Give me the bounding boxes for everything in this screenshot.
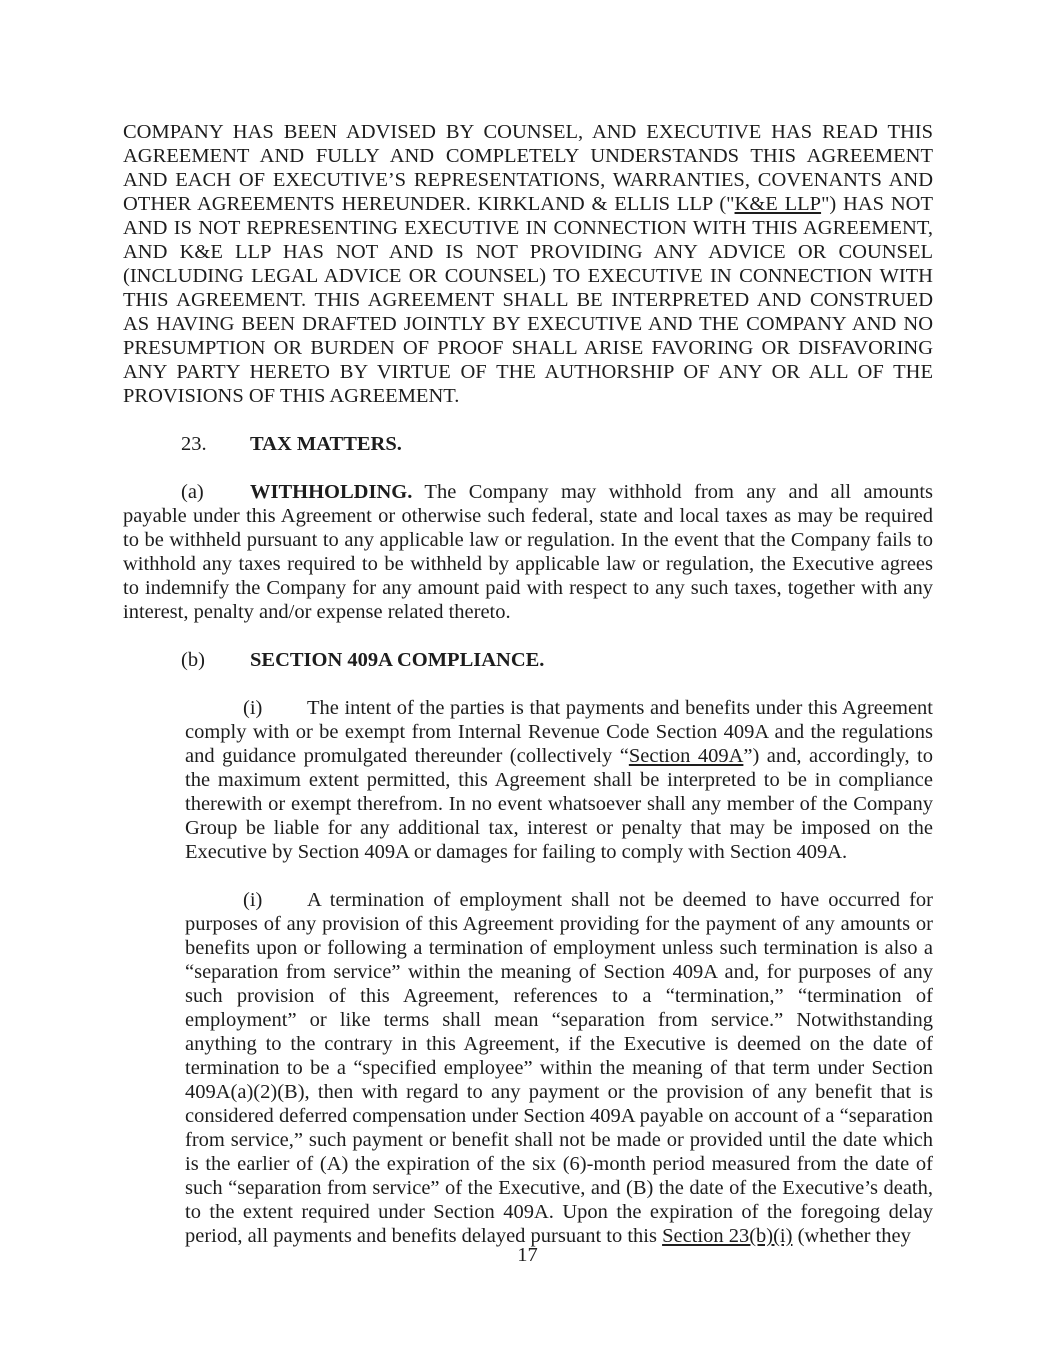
paragraph-label: (b)	[181, 649, 205, 671]
text-run: TAX MATTERS.	[250, 433, 402, 455]
text-run: (whether they	[792, 1225, 911, 1247]
heading-section-23-tax-matters	[123, 432, 933, 456]
paragraph-label: (i)	[243, 889, 263, 911]
text-run: ”) and, accordingly, to the maximum extent permitted, this Agreement shall be interpreted to be in compliance therewith or exempt therefrom. In no event whatsoever shall any member of the Company Group be liable for any additional tax, interest or penalty that may be imposed on the Executive by Section 409A or damages for failing to comply with Section 409A.	[185, 745, 934, 863]
text-run: The intent of the parties is that payments and benefits under this Agreement comply with or be exempt from Internal Revenue Code Section 409A and the regulations and guidance promulgated thereunder (collectively “	[185, 697, 933, 767]
paragraph-23b-i-intent	[185, 696, 933, 864]
document-body	[123, 120, 933, 1272]
text-run: A termination of employment shall not be deemed to have occurred for purposes of any provision of this Agreement providing for the payment of any amounts or benefits upon or following a termination of employment unless such termination is also a “separation from service” within the meaning of Section 409A and, for purposes of any such provision of this Agreement, references to a “termination,” “termination of employment” or like terms shall mean “separation from service.” Notwithstanding anything to the contrary in this Agreement, if the Executive is deemed on the date of termination to be a “specified employee” within the meaning of that term under Section 409A(a)(2)(B), then with regard to any payment or the provision of any benefit that is considered deferred compensation under Section 409A payable on account of a “separation from service,” such payment or benefit shall not be made or provided until the date which is the earlier of (A) the expiration of the six (6)-month period measured from the date of such “separation from service” of the Executive, and (B) the date of the Executive’s death, to the extent required under Section 409A. Upon the expiration of the foregoing delay period, all payments and benefits delayed pursuant to this	[185, 889, 933, 1247]
text-run: WITHHOLDING.	[250, 481, 413, 503]
text-run: The Company may withhold from any and all amounts payable under this Agreement or otherwise such federal, state and local taxes as may be required to be withheld pursuant to any applicable law or regulation. In the event that the Company fails to withhold any taxes required to be withheld by applicable law or regulation, the Executive agrees to indemnify the Company for any amount paid with respect to any such taxes, together with any interest, penalty and/or expense related thereto.	[123, 481, 933, 623]
paragraph-label: (a)	[181, 481, 204, 503]
paragraph-label: (i)	[243, 697, 263, 719]
text-run: SECTION 409A COMPLIANCE.	[250, 649, 545, 671]
underlined-reference: Section 409A	[628, 745, 744, 767]
text-run: COMPANY HAS BEEN ADVISED BY COUNSEL, AND EXECUTIVE HAS READ THIS AGREEMENT AND FULLY AND COMPLETELY UNDERSTANDS THIS AGREEMENT AND EACH OF EXECUTIVE’S REPRESENTATIONS, WARRANTIES, COVENANTS AND OTHER AGREEMENTS HEREUNDER. KIRKLAND & ELLIS LLP ("	[123, 121, 933, 215]
paragraph-23a-withholding	[123, 480, 933, 624]
text-run: ") HAS NOT AND IS NOT REPRESENTING EXECUTIVE IN CONNECTION WITH THIS AGREEMENT, AND K&E LLP HAS NOT AND IS NOT PROVIDING ANY ADVICE OR COUNSEL (INCLUDING LEGAL ADVICE OR COUNSEL) TO EXECUTIVE IN CONNECTION WITH THIS AGREEMENT. THIS AGREEMENT SHALL BE INTERPRETED AND CONSTRUED AS HAVING BEEN DRAFTED JOINTLY BY EXECUTIVE AND THE COMPANY AND NO PRESUMPTION OR BURDEN OF PROOF SHALL ARISE FAVORING OR DISFAVORING ANY PARTY HERETO BY VIRTUE OF THE AUTHORSHIP OF ANY OR ALL OF THE PROVISIONS OF THIS AGREEMENT.	[123, 193, 934, 407]
underlined-reference: K&E LLP	[734, 193, 822, 215]
heading-section-23b-409a-compliance	[123, 648, 933, 672]
paragraph-counsel-advisory	[123, 120, 933, 408]
paragraph-23b-i-termination	[185, 888, 933, 1248]
paragraph-label: 23.	[181, 433, 207, 455]
page-number: 17	[517, 1244, 538, 1266]
underlined-reference: Section 23(b)(i)	[662, 1225, 793, 1247]
